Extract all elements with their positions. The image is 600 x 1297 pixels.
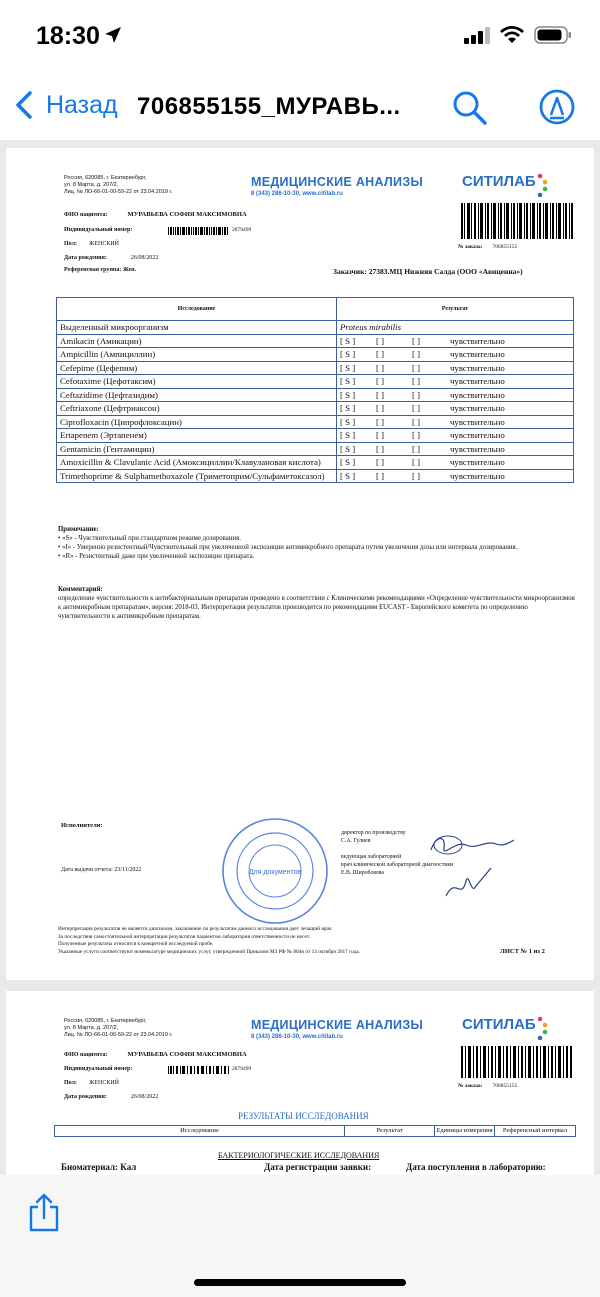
sensitivity-result: чувствительно (450, 389, 505, 400)
sensitivity-result: чувствительно (450, 335, 505, 346)
patient-name-p2: МУРАВЬЕВА СОФИЯ МАКСИМОВНА (127, 1051, 247, 1058)
sex-value-p2: ЖЕНСКИЙ (88, 1080, 119, 1086)
s-box: [ S ] (340, 389, 356, 400)
antibiotic-name: Ampicillin (Ампициллин) (57, 348, 337, 362)
lab-stamp (220, 816, 330, 926)
back-button[interactable] (14, 90, 118, 120)
s-box: [ S ] (340, 376, 356, 386)
logo-dots-icon (536, 1016, 550, 1040)
nav-bar (0, 78, 600, 140)
brand-phone-p2: 8 (343) 286-10-30, www.citilab.ru (251, 1034, 343, 1040)
sensitivity-result: чувствительно (450, 403, 505, 413)
r-box: [ ] (412, 335, 421, 346)
r-box: [ ] (412, 389, 421, 400)
p2-col-ref: Референсный интервал (495, 1126, 576, 1137)
antibiotic-row (57, 469, 574, 483)
notes-block (58, 525, 578, 561)
stamp-text: Для документов (248, 869, 302, 876)
status-time: 18:30 (36, 22, 100, 50)
sex-label: Пол: (64, 241, 77, 247)
signer-line: Е.В. Широбокова (341, 870, 385, 876)
signature-1 (426, 830, 516, 860)
antibiotic-row (57, 456, 574, 470)
antibiotic-name: Cefotaxime (Цефотаксим) (57, 375, 337, 389)
antibiotic-row (57, 402, 574, 416)
comment-block (58, 585, 578, 621)
home-indicator[interactable] (194, 1279, 406, 1286)
r-box: [ ] (412, 416, 421, 427)
note-r: • «R» - Резистентный даже при увеличенной экспозиции препарата. (58, 553, 255, 560)
disclaimer-line: Полученные результаты относятся к конкретной исследуемой пробе. (58, 941, 214, 947)
reg-date-label: Дата регистрации заявки: (264, 1162, 372, 1172)
p2-col-units: Единицы измерения (435, 1126, 495, 1137)
dob-label: Дата рождения: (64, 255, 107, 261)
notes-header: Примечание: (58, 526, 99, 533)
lab-date-label: Дата поступления в лабораторию: (406, 1162, 546, 1172)
antibiotic-result (337, 388, 574, 402)
antibiotic-result (337, 361, 574, 375)
antibiotic-result (337, 348, 574, 362)
citilab-logo: СИТИЛАБ (462, 173, 536, 190)
patient-label-p2: ФИО пациента: (64, 1052, 108, 1058)
disclaimer (58, 926, 488, 956)
s-box: [ S ] (340, 335, 356, 346)
barcode-small-p2 (168, 1066, 230, 1074)
antibiotic-result (337, 402, 574, 416)
wifi-icon (500, 26, 524, 44)
antibiotic-result (337, 456, 574, 470)
r-box: [ ] (412, 349, 421, 359)
sensitivity-result: чувствительно (450, 430, 505, 440)
i-box: [ ] (376, 349, 385, 359)
dob-row-p2 (64, 1094, 158, 1100)
dob-value: 26/08/2022 (130, 255, 159, 261)
col-study-header: Исследование (57, 298, 337, 321)
id-value: 2879499 (232, 227, 252, 233)
antibiotic-result (337, 415, 574, 429)
s-box: [ S ] (340, 457, 356, 467)
disclaimer-line: За последствия самостоятельной интерпретации результатов пациентом лаборатория ответственности не несет. (58, 933, 311, 940)
patient-name-row (64, 211, 247, 218)
i-box: [ ] (376, 430, 385, 440)
sensitivity-result: чувствительно (450, 470, 505, 481)
antibiotic-name: Ciprofloxacin (Ципрофлоксацин) (57, 415, 337, 429)
antibiotic-name: Ertapenem (Эртапенем) (57, 429, 337, 443)
patient-name: МУРАВЬЕВА СОФИЯ МАКСИМОВНА (127, 211, 247, 218)
r-box: [ ] (412, 443, 421, 454)
i-box: [ ] (376, 416, 385, 427)
sensitivity-result: чувствительно (450, 362, 505, 373)
results-title: РЕЗУЛЬТАТЫ ИССЛЕДОВАНИЯ (238, 1111, 369, 1121)
s-box: [ S ] (340, 362, 356, 373)
r-box: [ ] (412, 430, 421, 440)
section-title: БАКТЕРИОЛОГИЧЕСКИЕ ИССЛЕДОВАНИЯ (218, 1151, 380, 1160)
signal-icon (464, 27, 490, 44)
document-page-1 (6, 148, 594, 980)
s-box: [ S ] (340, 470, 356, 481)
antibiotic-result (337, 442, 574, 456)
sex-value: ЖЕНСКИЙ (88, 241, 119, 247)
logo-dots-icon (536, 173, 550, 197)
id-label-row-p2 (64, 1066, 132, 1072)
antibiotic-name: Amoxicillin & Clavulanic Acid (Амоксициллин/Клавулановая кислота) (57, 456, 337, 470)
note-s: • «S» - Чувствительный при стандартном режиме дозирования. (58, 535, 241, 542)
sheet-number: ЛИСТ № 1 из 2 (500, 948, 545, 955)
order-label: № заказа: (458, 244, 483, 250)
i-box: [ ] (376, 389, 385, 400)
col-result-header: Результат (337, 298, 574, 321)
document-page-2 (6, 991, 594, 1175)
order-value: 706855155 (492, 244, 518, 250)
bottom-toolbar (0, 1175, 600, 1297)
organism-label: Выделенный микроорганизм (57, 321, 337, 335)
r-box: [ ] (412, 470, 421, 481)
sex-label-p2: Пол: (64, 1080, 77, 1086)
antibiotic-name: Gentamicin (Гентамицин) (57, 442, 337, 456)
back-label: Назад (46, 90, 118, 119)
signer-line: ведующая лабораторией (341, 854, 402, 860)
chevron-left-icon (14, 90, 34, 120)
sex-row-p2 (64, 1080, 119, 1086)
antibiotic-name: Ceftriaxone (Цефтриаксон) (57, 402, 337, 416)
i-box: [ ] (376, 457, 385, 467)
id-value-p2: 2879499 (232, 1066, 252, 1072)
order-number-p2 (458, 1083, 517, 1089)
s-box: [ S ] (340, 443, 356, 454)
antibiotic-row (57, 361, 574, 375)
r-box: [ ] (412, 403, 421, 413)
status-bar (0, 0, 600, 78)
brand-title: МЕДИЦИНСКИЕ АНАЛИЗЫ (251, 175, 423, 189)
antibiotic-name: Amikacin (Амикацин) (57, 334, 337, 348)
document-title: 706855155_МУРАВЬ... (137, 93, 401, 120)
i-box: [ ] (376, 470, 385, 481)
r-box: [ ] (412, 362, 421, 373)
order-value-p2: 706855155 (492, 1083, 518, 1089)
i-box: [ ] (376, 335, 385, 346)
organism-value: Proteus mirabilis (337, 321, 574, 335)
markup-icon[interactable] (538, 88, 576, 126)
antibiotic-row (57, 388, 574, 402)
antibiotic-result (337, 429, 574, 443)
antibiotic-result (337, 334, 574, 348)
sensitivity-result: чувствительно (450, 349, 505, 359)
antibiotic-row (57, 375, 574, 389)
sensitivity-result: чувствительно (450, 457, 505, 467)
status-icons (464, 26, 572, 44)
sensitivity-result: чувствительно (450, 416, 505, 427)
brand-phone: 8 (343) 286-10-30, www.citilab.ru (251, 191, 343, 197)
biomaterial: Биоматериал: Кал (61, 1162, 137, 1172)
id-label-p2: Индивидуальный номер: (64, 1066, 133, 1072)
brand-title-p2: МЕДИЦИНСКИЕ АНАЛИЗЫ (251, 1018, 423, 1032)
order-label-p2: № заказа: (458, 1083, 483, 1089)
signer-line: директор по производству (341, 830, 406, 836)
barcode-small (168, 227, 230, 235)
search-icon[interactable] (452, 90, 488, 126)
patient-label: ФИО пациента: (64, 212, 108, 218)
antibiotic-name: Cefepime (Цефепим) (57, 361, 337, 375)
s-box: [ S ] (340, 349, 356, 359)
disclaimer-line: Интерпретация результатов не является диагнозом, заключение по результатам данного исследования дает лечащий врач. (58, 926, 333, 932)
signature-2 (441, 866, 501, 906)
comment-header: Комментарий: (58, 586, 103, 593)
dob-value-p2: 26/08/2022 (130, 1094, 159, 1100)
p2-col-study: Исследование (55, 1126, 345, 1137)
s-box: [ S ] (340, 416, 356, 427)
antibiotic-row (57, 442, 574, 456)
lab-address-p2: Россия, 620085, г. Екатеринбург, ул. 8 Марта, д. 207/2, Лиц. № ЛО-66-01-00-59-22 от 23.04.2019 г. (64, 1018, 173, 1038)
antibiotic-name: Trimethoprime & Sulphamethoxazole (Триметоприм/Сульфаметоксазол) (57, 469, 337, 483)
r-box: [ ] (412, 376, 421, 386)
sensitivity-result: чувствительно (450, 376, 505, 386)
issue-date: Дата выдачи отчета: 23/11/2022 (61, 867, 142, 873)
dob-row (64, 255, 158, 261)
organism-row (57, 321, 574, 335)
signer-line: врач клинической лабораторной диагностики (341, 862, 454, 868)
sex-row (64, 241, 119, 247)
customer: Заказчик: 27383.МЦ Нижняя Салда (ООО «Авиценна») (333, 267, 523, 276)
executors-label: Исполнители: (61, 822, 103, 829)
i-box: [ ] (376, 376, 385, 386)
signer-line: С.А. Гулиев (341, 838, 371, 844)
barcode-large-p2 (461, 1046, 573, 1078)
order-number (458, 244, 517, 250)
note-i: • «I» - Умеренно резистентный/Чувствительный при увеличенной экспозиции антимикробного препарата путем увеличения дозы или интервала дозирования. (58, 544, 518, 551)
dob-label-p2: Дата рождения: (64, 1094, 107, 1100)
comment-text: определение чувствительности к антибактериальным препаратам проведено в соответствии с Клиническими рекомендациями «Определение чувствительности микроорганизмов к антимикробным препаратам», версия: 2018-03. Интерпретация результатов производится по рекомендациям EUCAST - Европейского комитета по определению чувствительности к антимикробным препаратам. (58, 595, 575, 620)
battery-icon (534, 26, 572, 44)
i-box: [ ] (376, 443, 385, 454)
antibiotic-result (337, 375, 574, 389)
disclaimer-line: Указанные услуги соответствуют номенклатуре медицинских услуг, утвержденной Приказом МЗ РФ № 804н от 13 октября 2017 года. (58, 948, 361, 955)
r-box: [ ] (412, 457, 421, 467)
susceptibility-table-body (57, 321, 574, 483)
antibiotic-name: Ceftazidime (Цефтазидим) (57, 388, 337, 402)
id-label: Индивидуальный номер: (64, 227, 133, 233)
antibiotic-row (57, 334, 574, 348)
s-box: [ S ] (340, 430, 356, 440)
location-arrow-icon (104, 26, 122, 44)
share-icon[interactable] (28, 1193, 60, 1233)
ref-group: Референсная группа: Жен. (64, 267, 137, 273)
i-box: [ ] (376, 362, 385, 373)
p2-col-result: Результат (345, 1126, 435, 1137)
results-table-header (54, 1125, 576, 1137)
document-viewer[interactable] (0, 140, 600, 1175)
antibiotic-row (57, 348, 574, 362)
antibiotic-row (57, 415, 574, 429)
citilab-logo-p2: СИТИЛАБ (462, 1016, 536, 1033)
antibiotic-row (57, 429, 574, 443)
patient-name-row-p2 (64, 1051, 247, 1058)
biomaterial-row (61, 1162, 581, 1172)
lab-address: Россия, 620085, г. Екатеринбург, ул. 8 Марта, д. 207/2, Лиц. № ЛО-66-01-00-59-22 от 23.04.2019 г. (64, 175, 173, 195)
sensitivity-result: чувствительно (450, 443, 505, 454)
id-label-row (64, 227, 132, 233)
antibiotic-result (337, 469, 574, 483)
barcode-large (461, 203, 573, 239)
susceptibility-table (56, 297, 574, 483)
s-box: [ S ] (340, 403, 356, 413)
i-box: [ ] (376, 403, 385, 413)
